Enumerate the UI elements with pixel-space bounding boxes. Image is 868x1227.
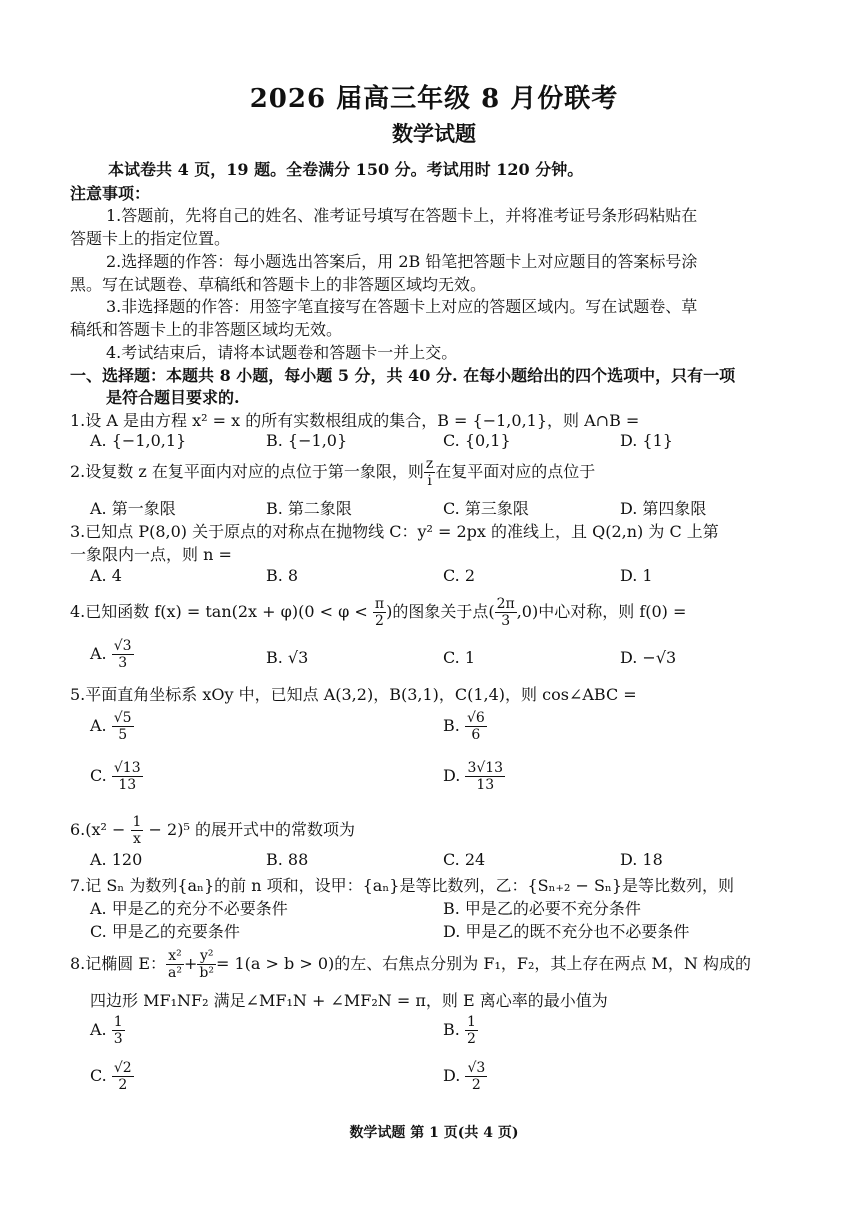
q2-fraction	[424, 456, 435, 489]
q2-option-c: C. 第三象限	[443, 499, 529, 518]
q4-fraction-1	[373, 596, 386, 629]
q4-option-d: D. −√3	[620, 648, 677, 667]
q4-f1-num: π	[374, 596, 385, 612]
exam-intro: 本试卷共 4 页，19 题。全卷满分 150 分。考试用时 120 分钟。	[108, 160, 584, 179]
q6-stem-pre: 6.(x² −	[70, 820, 126, 839]
exam-title: 2026 届高三年级 8 月份联考	[249, 84, 619, 114]
q5-option-c	[90, 760, 143, 793]
q5-a-label: A.	[90, 716, 107, 735]
q8-a-den: 3	[113, 1031, 123, 1047]
q5-b-fraction	[465, 710, 487, 743]
q8-option-b	[443, 1014, 478, 1047]
q7-option-a: A. 甲是乙的充分不必要条件	[90, 899, 288, 918]
q6-option-c: C. 24	[443, 850, 486, 869]
notice-heading: 注意事项：	[70, 184, 151, 203]
q1-option-c: C. {0,1}	[443, 431, 511, 450]
q2-option-d: D. 第四象限	[620, 499, 707, 518]
q4-option-b: B. √3	[266, 648, 309, 667]
q6-option-a: A. 120	[90, 850, 143, 869]
q2-stem-post: 在复平面对应的点位于	[435, 462, 596, 481]
question-8-stem	[70, 948, 751, 981]
q8-plus: +	[184, 954, 198, 973]
q6-f-den: x	[133, 831, 141, 847]
q2-option-b: B. 第二象限	[266, 499, 352, 518]
question-4-stem	[70, 596, 686, 629]
q5-b-label: B.	[443, 716, 460, 735]
q5-d-den: 13	[476, 777, 495, 793]
q8-c-label: C.	[90, 1066, 107, 1085]
section-heading-cont: 是符合题目要求的.	[106, 388, 240, 407]
q8-d-den: 2	[471, 1077, 481, 1093]
q8-b-num: 1	[466, 1014, 476, 1030]
q8-a-label: A.	[90, 1020, 107, 1039]
q8-stem-post: = 1(a > b > 0)的左、右焦点分别为 F₁，F₂，其上存在两点 M，N 构成的	[216, 954, 751, 973]
q6-fraction	[131, 814, 144, 847]
q8-f1-den: a²	[168, 965, 183, 981]
q1-option-d: D. {1}	[620, 431, 673, 450]
q4-stem-mid: )的图象关于点(	[386, 602, 495, 621]
q5-b-num: √6	[466, 710, 485, 726]
q4-option-a	[90, 638, 134, 671]
question-7-stem: 7.记 Sₙ 为数列{aₙ}的前 n 项和，设甲：{aₙ}是等比数列，乙：{Sₙ₊₂ − Sₙ}是等比数列，则	[70, 876, 735, 895]
q4-f1-den: 2	[375, 613, 384, 629]
q5-d-num: 3√13	[467, 760, 504, 776]
q4-a-den: 3	[118, 655, 128, 671]
q8-f2-num: y²	[197, 948, 216, 965]
q5-d-label: D.	[443, 766, 461, 785]
q8-b-fraction	[465, 1014, 478, 1047]
notice-line: 3.非选择题的作答：用签字笔直接写在答题卡上对应的答题区域内。写在试题卷、草	[106, 297, 698, 316]
q4-a-label: A.	[90, 644, 107, 663]
q5-option-a	[90, 710, 134, 743]
question-5-stem: 5.平面直角坐标系 xOy 中，已知点 A(3,2)，B(3,1)，C(1,4)，则 cos∠ABC =	[70, 685, 637, 704]
notice-line: 答题卡上的指定位置。	[70, 229, 231, 248]
exam-subtitle: 数学试题	[392, 121, 476, 146]
q8-option-a	[90, 1014, 125, 1047]
question-1-stem: 1.设 A 是由方程 x² = x 的所有实数根组成的集合，B = {−1,0,1}，则 A∩B =	[70, 411, 640, 430]
q3-option-c: C. 2	[443, 566, 476, 585]
q8-stem-pre: 8.记椭圆 E：	[70, 954, 167, 973]
q2-stem-pre: 2.设复数 z 在复平面内对应的点位于第一象限，则	[70, 462, 424, 481]
q8-option-d	[443, 1060, 487, 1093]
q3-option-d: D. 1	[620, 566, 653, 585]
q8-d-num: √3	[467, 1060, 486, 1076]
q8-b-den: 2	[466, 1031, 476, 1047]
q2-option-a: A. 第一象限	[90, 499, 176, 518]
q4-a-num: √3	[113, 638, 132, 654]
q1-option-a: A. {−1,0,1}	[90, 431, 187, 450]
q4-stem-post: ,0)中心对称，则 f(0) =	[516, 602, 687, 621]
q4-f2-den: 3	[501, 613, 511, 629]
q2-frac-num: z	[425, 456, 434, 472]
q3-option-b: B. 8	[266, 566, 299, 585]
q8-f1-num: x²	[166, 948, 184, 965]
q4-stem-pre: 4.已知函数 f(x) = tan(2x + φ)(0 < φ <	[70, 602, 368, 621]
q6-stem-post: − 2)⁵ 的展开式中的常数项为	[148, 820, 355, 839]
q8-b-label: B.	[443, 1020, 460, 1039]
q7-option-d: D. 甲是乙的既不充分也不必要条件	[443, 922, 690, 941]
q5-option-d	[443, 760, 505, 793]
page-footer: 数学试题 第 1 页(共 4 页)	[349, 1125, 519, 1141]
q4-f2-num: 2π	[496, 596, 515, 612]
q8-c-num: √2	[113, 1060, 132, 1076]
q6-option-b: B. 88	[266, 850, 309, 869]
q4-option-c: C. 1	[443, 648, 476, 667]
notice-line: 稿纸和答题卡上的非答题区域均无效。	[70, 320, 343, 339]
notice-line: 2.选择题的作答：每小题选出答案后，用 2B 铅笔把答题卡上对应题目的答案标号涂	[106, 252, 698, 271]
q8-d-label: D.	[443, 1066, 461, 1085]
q5-b-den: 6	[471, 727, 481, 743]
section-heading: 一、选择题：本题共 8 小题，每小题 5 分，共 40 分. 在每小题给出的四个选项中，只有一项	[70, 366, 736, 385]
notice-line: 1.答题前，先将自己的姓名、准考证号填写在答题卡上，并将准考证号条形码粘贴在	[106, 206, 698, 225]
q1-option-b: B. {−1,0}	[266, 431, 348, 450]
q5-a-den: 5	[118, 727, 128, 743]
q5-d-fraction	[465, 760, 505, 793]
q3-option-a: A. 4	[90, 566, 122, 585]
q5-option-b	[443, 710, 487, 743]
q2-frac-den: i	[427, 473, 432, 489]
question-3-stem-cont: 一象限内一点，则 n =	[70, 545, 232, 564]
q4-fraction-2	[495, 596, 517, 629]
q8-a-fraction	[112, 1014, 125, 1047]
q8-option-c	[90, 1060, 134, 1093]
q7-option-c: C. 甲是乙的充要条件	[90, 922, 240, 941]
question-3-stem: 3.已知点 P(8,0) 关于原点的对称点在抛物线 C：y² = 2px 的准线上，且 Q(2,n) 为 C 上第	[70, 522, 719, 541]
notice-line: 黑。写在试题卷、草稿纸和答题卡上的非答题区域均无效。	[70, 275, 487, 294]
q5-c-den: 13	[118, 777, 137, 793]
q5-a-num: √5	[113, 710, 132, 726]
question-8-stem-cont: 四边形 MF₁NF₂ 满足∠MF₁N + ∠MF₂N = π，则 E 离心率的最小值为	[90, 991, 608, 1010]
q6-f-num: 1	[132, 814, 142, 830]
q4-a-fraction	[112, 638, 134, 671]
q8-c-den: 2	[118, 1077, 128, 1093]
q5-a-fraction	[112, 710, 134, 743]
q8-c-fraction	[112, 1060, 134, 1093]
q5-c-fraction	[112, 760, 143, 793]
notice-line: 4.考试结束后，请将本试题卷和答题卡一并上交。	[106, 343, 458, 362]
question-2-stem	[70, 456, 595, 489]
q8-f2-den: b²	[199, 965, 214, 981]
question-6-stem	[70, 814, 355, 847]
q5-c-label: C.	[90, 766, 107, 785]
q8-a-num: 1	[113, 1014, 123, 1030]
q7-option-b: B. 甲是乙的必要不充分条件	[443, 899, 641, 918]
q5-c-num: √13	[113, 760, 141, 776]
q8-fraction-1	[166, 948, 184, 981]
q6-option-d: D. 18	[620, 850, 663, 869]
q8-d-fraction	[465, 1060, 487, 1093]
q8-fraction-2	[197, 948, 216, 981]
